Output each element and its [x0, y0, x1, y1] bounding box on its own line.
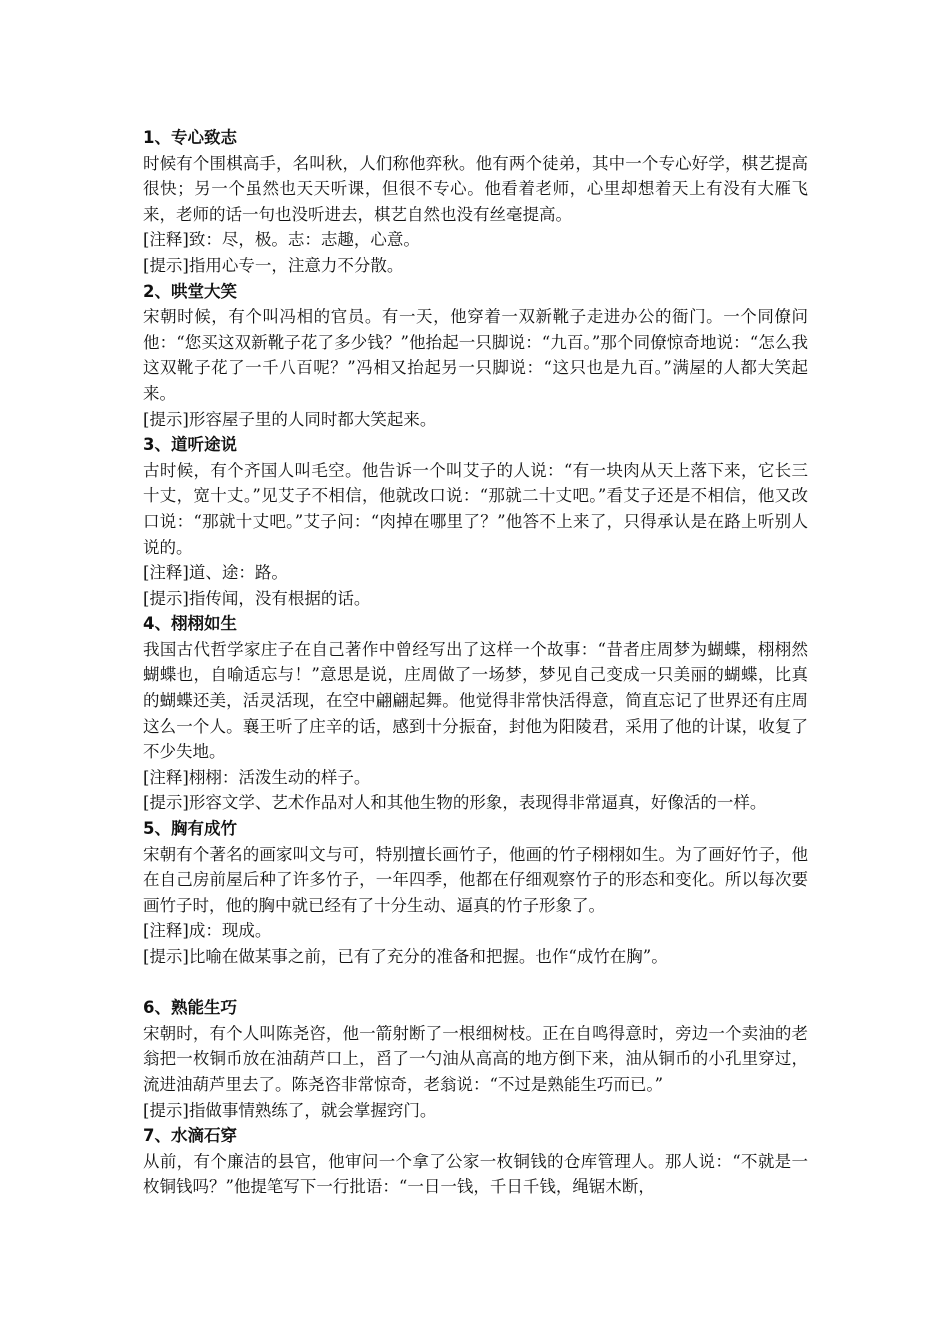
- entry-title: 2、哄堂大笑: [143, 281, 237, 301]
- entry-2: [143, 279, 808, 433]
- entry-annotation: [注释]致：尽，极。志：志趣，心意。: [143, 230, 420, 250]
- entry-title: 4、栩栩如生: [143, 614, 237, 634]
- entry-title: 1、专心致志: [143, 128, 237, 147]
- entry-title: 5、胸有成竹: [143, 819, 237, 839]
- entry-hint: [提示]指做事情熟练了，就会掌握窍门。: [143, 1100, 437, 1120]
- entry-story: 时候有个围棋高手，名叫秋，人们称他弈秋。他有两个徒弟，其中一个专心好学，棋艺提高很快；另一个虽然也天天听课，但很不专心。他看着老师，心里却想着天上有没有大雁飞来，老师的话一句也没听进去，棋艺自然也没有丝毫提高。: [143, 153, 808, 224]
- entry-story: 从前，有个廉洁的县官，他审问一个拿了公家一枚铜钱的仓库管理人。那人说：“不就是一枚铜钱吗？”他提笔写下一行批语：“一日一钱，千日千钱，绳锯木断，: [143, 1151, 808, 1197]
- entry-story: 宋朝时，有个人叫陈尧咨，他一箭射断了一根细树枝。正在自鸣得意时，旁边一个卖油的老翁把一枚铜币放在油葫芦口上，舀了一勺油从高高的地方倒下来，油从铜币的小孔里穿过，流进油葫芦里去了。陈尧咨非常惊奇，老翁说：“不过是熟能生巧而已。”: [143, 1023, 808, 1094]
- entry-title: 7、水滴石穿: [143, 1126, 237, 1146]
- document-page: [143, 125, 808, 1200]
- entry-title: 6、熟能生巧: [143, 998, 237, 1018]
- entry-annotation: [注释]栩栩：活泼生动的样子。: [143, 767, 371, 787]
- entry-1: [143, 125, 808, 279]
- entry-title: 3、道听途说: [143, 435, 237, 455]
- entry-3: [143, 432, 808, 611]
- entry-hint: [提示]指用心专一，注意力不分散。: [143, 255, 404, 275]
- entry-annotation: [注释]道、途：路。: [143, 563, 288, 583]
- entry-6: [143, 995, 808, 1123]
- entry-5: [143, 816, 808, 970]
- entry-story: 我国古代哲学家庄子在自己著作中曾经写出了这样一个故事：“昔者庄周梦为蝴蝶，栩栩然蝴蝶也，自喻适忘与！”意思是说，庄周做了一场梦，梦见自己变成一只美丽的蝴蝶，比真的蝴蝶还美，活灵活现，在空中翩翩起舞。他觉得非常快活得意，简直忘记了世界还有庄周这么一个人。襄王听了庄辛的话，感到十分振奋，封他为阳陵君，采用了他的计谋，收复了不少失地。: [143, 639, 808, 762]
- entry-hint: [提示]形容文学、艺术作品对人和其他生物的形象，表现得非常逼真，好像活的一样。: [143, 793, 767, 813]
- entry-hint: [提示]比喻在做某事之前，已有了充分的准备和把握。也作“成竹在胸”。: [143, 947, 668, 966]
- entry-hint: [提示]形容屋子里的人同时都大笑起来。: [143, 409, 437, 429]
- entry-story: 宋朝有个著名的画家叫文与可，特别擅长画竹子，他画的竹子栩栩如生。为了画好竹子，他在自己房前屋后种了许多竹子，一年四季，他都在仔细观察竹子的形态和变化。所以每次要画竹子时，他的胸中就已经有了十分生动、逼真的竹子形象了。: [143, 844, 808, 915]
- entry-hint: [提示]指传闻，没有根据的话。: [143, 588, 371, 608]
- entry-7: [143, 1123, 808, 1200]
- entry-story: 古时候，有个齐国人叫毛空。他告诉一个叫艾子的人说：“有一块肉从天上落下来，它长三十丈，宽十丈。”见艾子不相信，他就改口说：“那就二十丈吧。”看艾子还是不相信，他又改口说：“那就十丈吧。”艾子问：“肉掉在哪里了？”他答不上来了，只得承认是在路上听别人说的。: [143, 460, 808, 557]
- entry-4: [143, 611, 808, 816]
- entry-annotation: [注释]成：现成。: [143, 921, 272, 941]
- blank-line: [143, 970, 808, 996]
- entry-story: 宋朝时候，有个叫冯相的官员。有一天，他穿着一双新靴子走进办公的衙门。一个同僚问他：“您买这双新靴子花了多少钱？”他抬起一只脚说：“九百。”那个同僚惊奇地说：“怎么我这双靴子花了一千八百呢？”冯相又抬起另一只脚说：“这只也是九百。”满屋的人都大笑起来。: [143, 307, 808, 403]
